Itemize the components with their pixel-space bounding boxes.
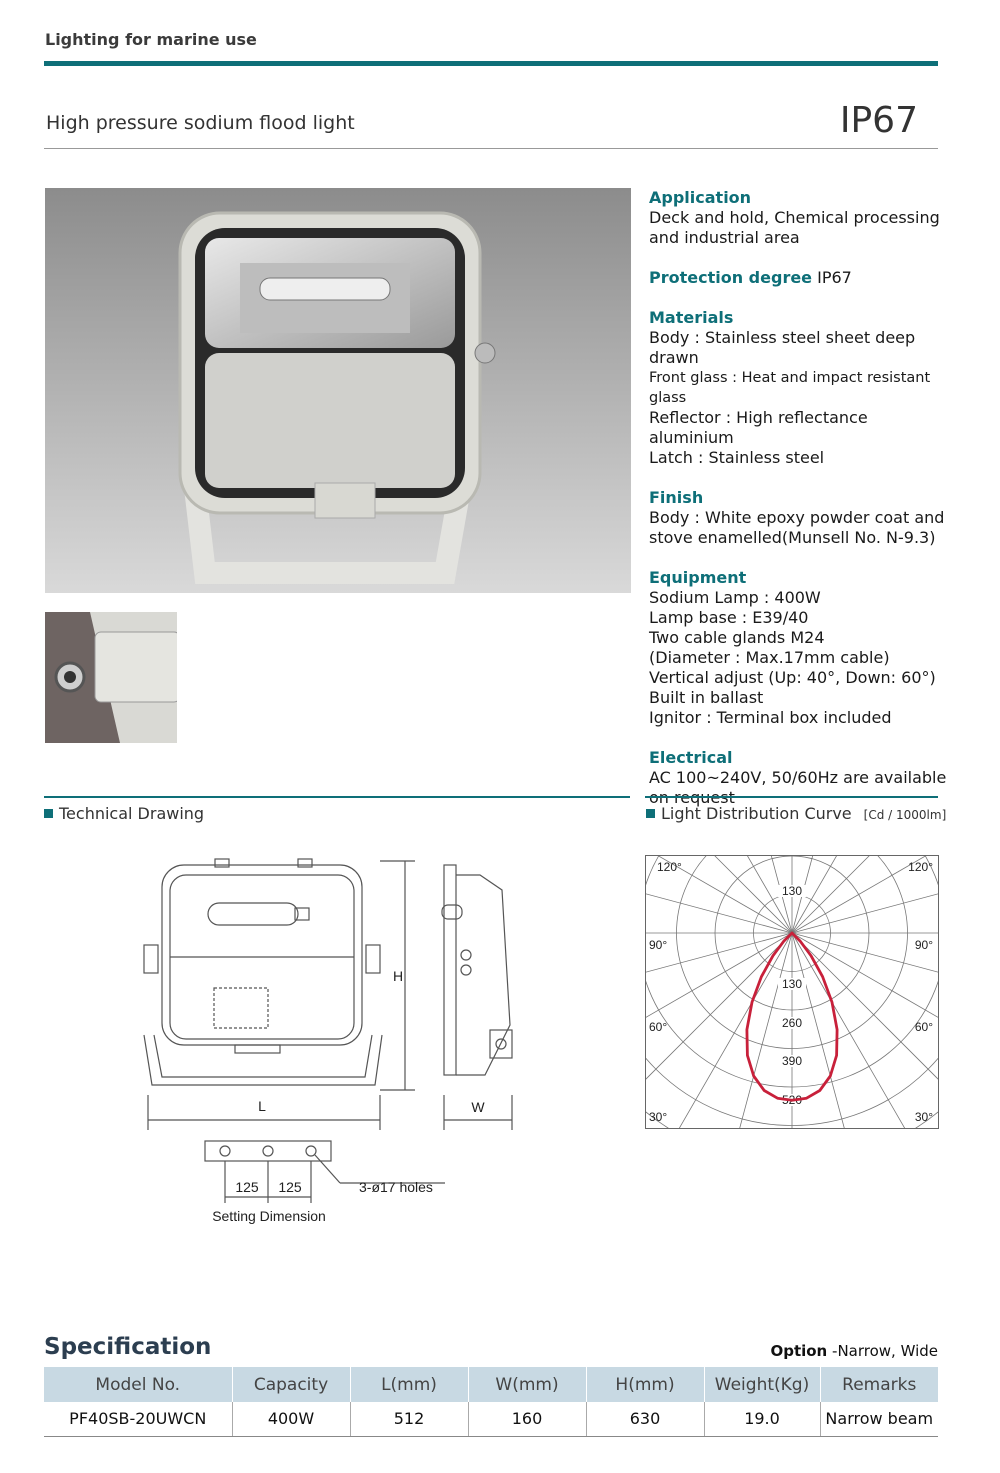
cell-width: 160 bbox=[468, 1402, 586, 1436]
column-header: Model No. bbox=[44, 1367, 232, 1402]
electrical-heading: Electrical bbox=[649, 748, 733, 767]
finish-heading: Finish bbox=[649, 488, 704, 507]
curve-section-title bbox=[646, 804, 946, 823]
application-line: Deck and hold, Chemical processing bbox=[649, 208, 940, 227]
electrical-block bbox=[649, 748, 949, 808]
light-distribution-chart bbox=[645, 855, 939, 1129]
finish-block bbox=[649, 488, 949, 548]
polar-spoke bbox=[792, 855, 921, 933]
angle-label: 120° bbox=[908, 860, 933, 874]
radial-label: 520 bbox=[781, 1093, 803, 1107]
polar-spoke bbox=[645, 933, 792, 1062]
cell-capacity: 400W bbox=[232, 1402, 350, 1436]
angle-label: 30° bbox=[649, 1110, 668, 1124]
cell-length: 512 bbox=[350, 1402, 468, 1436]
cell-height: 630 bbox=[586, 1402, 704, 1436]
column-header: Remarks bbox=[820, 1367, 938, 1402]
dim-125-left: 125 bbox=[235, 1179, 259, 1195]
curve-section-rule bbox=[645, 796, 938, 798]
dim-125-right: 125 bbox=[278, 1179, 302, 1195]
technical-drawing bbox=[130, 845, 530, 1230]
application-heading: Application bbox=[649, 188, 752, 207]
curve-section-label: Light Distribution Curve bbox=[661, 804, 852, 823]
equipment-line: Vertical adjust (Up: 40°, Down: 60°) bbox=[649, 668, 936, 687]
drawing-section-label: Technical Drawing bbox=[59, 804, 205, 823]
protection-heading: Protection degree bbox=[649, 268, 813, 287]
equipment-line: Sodium Lamp : 400W bbox=[649, 588, 821, 607]
header-rule bbox=[44, 61, 938, 66]
column-header: Weight(Kg) bbox=[704, 1367, 820, 1402]
dim-L: L bbox=[258, 1098, 266, 1114]
finish-line: Body : White epoxy powder coat and bbox=[649, 508, 945, 527]
materials-heading: Materials bbox=[649, 308, 734, 327]
category-label: Lighting for marine use bbox=[45, 30, 257, 49]
materials-line: Reflector : High reflectance aluminium bbox=[649, 408, 868, 447]
finish-line: stove enamelled(Munsell No. N-9.3) bbox=[649, 528, 936, 547]
angle-label: 30° bbox=[914, 1110, 933, 1124]
square-bullet-icon bbox=[646, 809, 655, 818]
equipment-line: Lamp base : E39/40 bbox=[649, 608, 809, 627]
setting-dimension-label: Setting Dimension bbox=[212, 1208, 326, 1224]
cell-weight: 19.0 bbox=[704, 1402, 820, 1436]
ip-rating: IP67 bbox=[839, 100, 918, 141]
dim-W: W bbox=[471, 1099, 485, 1115]
column-header: W(mm) bbox=[468, 1367, 586, 1402]
holes-label: 3-ø17 holes bbox=[359, 1179, 433, 1195]
equipment-line: Built in ballast bbox=[649, 688, 764, 707]
column-header: H(mm) bbox=[586, 1367, 704, 1402]
angle-label: 60° bbox=[914, 1020, 933, 1034]
polar-spoke bbox=[792, 933, 939, 1062]
protection-value: IP67 bbox=[817, 268, 852, 287]
product-photo bbox=[45, 188, 631, 593]
angle-label: 60° bbox=[649, 1020, 668, 1034]
drawing-section-rule bbox=[44, 796, 630, 798]
radial-label: 130 bbox=[781, 977, 803, 991]
dim-H: H bbox=[392, 968, 404, 984]
materials-line: Latch : Stainless steel bbox=[649, 448, 825, 467]
materials-line: Front glass : Heat and impact resistant glass bbox=[649, 370, 931, 406]
angle-label: 90° bbox=[914, 938, 933, 952]
drawing-section-title bbox=[44, 804, 204, 823]
protection-block bbox=[649, 268, 949, 288]
equipment-heading: Equipment bbox=[649, 568, 747, 587]
polar-spoke bbox=[663, 855, 792, 933]
angle-label: 120° bbox=[657, 860, 682, 874]
application-line: and industrial area bbox=[649, 228, 800, 247]
equipment-line: (Diameter : Max.17mm cable) bbox=[649, 648, 890, 667]
detail-photo bbox=[45, 612, 177, 743]
radial-label: 390 bbox=[781, 1054, 803, 1068]
specification-table bbox=[44, 1367, 938, 1437]
equipment-line: Ignitor : Terminal box included bbox=[649, 708, 892, 727]
materials-line: Body : Stainless steel sheet deep drawn bbox=[649, 328, 916, 367]
cell-remarks: Narrow beam bbox=[820, 1402, 938, 1436]
option-label: Option bbox=[770, 1342, 828, 1360]
spec-list bbox=[649, 188, 949, 828]
materials-block bbox=[649, 308, 949, 468]
radial-label: 260 bbox=[781, 1016, 803, 1030]
radial-label: 130 bbox=[781, 884, 803, 898]
specification-title: Specification bbox=[44, 1334, 212, 1360]
title-rule bbox=[44, 148, 938, 149]
angle-label: 90° bbox=[649, 938, 668, 952]
electrical-line: AC 100~240V, 50/60Hz are available bbox=[649, 768, 947, 787]
column-header: L(mm) bbox=[350, 1367, 468, 1402]
cell-model: PF40SB-20UWCN bbox=[44, 1402, 232, 1436]
product-title: High pressure sodium flood light bbox=[46, 112, 355, 134]
square-bullet-icon bbox=[44, 809, 53, 818]
table-header-row bbox=[44, 1367, 938, 1402]
table-row bbox=[44, 1402, 938, 1436]
column-header: Capacity bbox=[232, 1367, 350, 1402]
option-note bbox=[770, 1342, 938, 1360]
equipment-line: Two cable glands M24 bbox=[649, 628, 825, 647]
curve-unit: [Cd / 1000lm] bbox=[863, 808, 947, 822]
application-block bbox=[649, 188, 949, 248]
equipment-block bbox=[649, 568, 949, 728]
option-value: -Narrow, Wide bbox=[832, 1342, 938, 1360]
